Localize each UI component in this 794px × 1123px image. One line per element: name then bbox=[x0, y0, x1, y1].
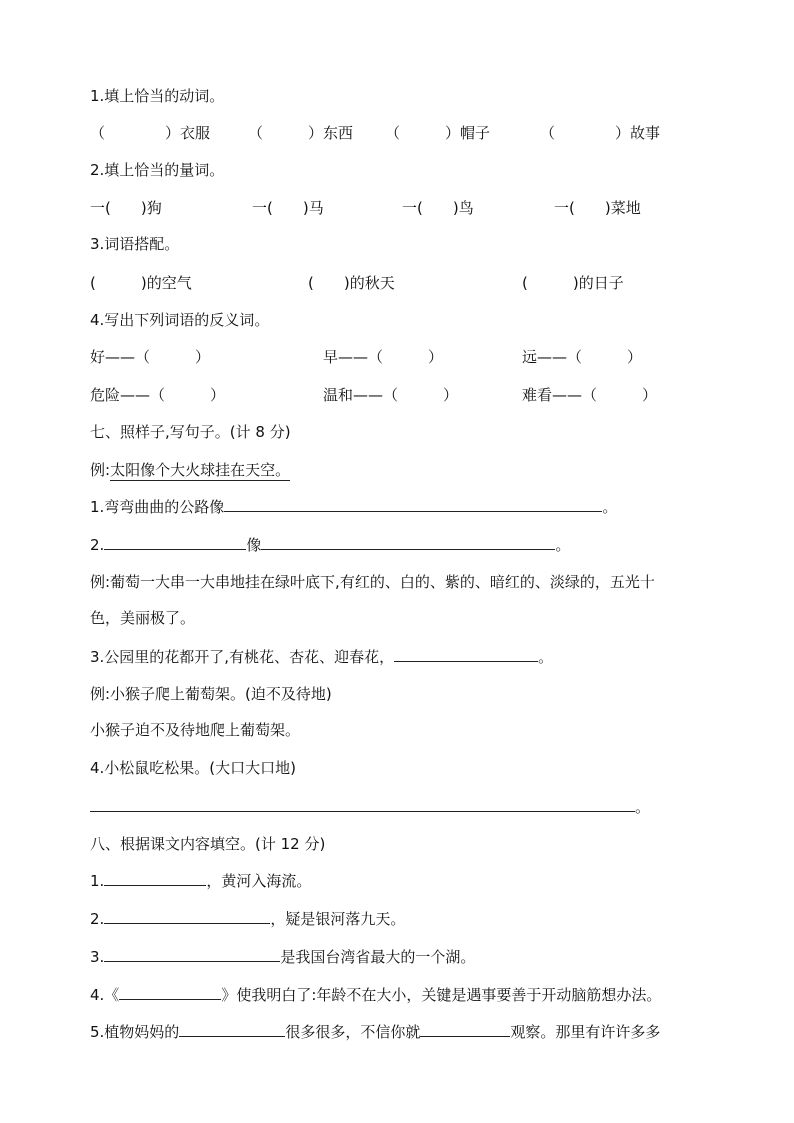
section4-title: 4.写出下列词语的反义词。 bbox=[90, 311, 270, 329]
end-mark: 。 bbox=[555, 536, 571, 554]
question-text: ，黄河入海流。 bbox=[206, 872, 312, 890]
question-text: ，疑是银河落九天。 bbox=[270, 910, 406, 928]
question-text: 很多很多，不信你就 bbox=[285, 1023, 421, 1041]
end-mark: 。 bbox=[538, 648, 554, 666]
blank-item[interactable]: ( )的日子 bbox=[522, 274, 624, 292]
question-8-5 bbox=[90, 1021, 660, 1042]
question-7-1 bbox=[90, 496, 617, 517]
section2-title: 2.填上恰当的量词。 bbox=[90, 161, 225, 179]
question-7-2 bbox=[90, 534, 570, 555]
blank-item[interactable]: ( )的秋天 bbox=[308, 274, 395, 292]
question-8-3 bbox=[90, 946, 475, 967]
antonym-item[interactable]: 远——（ ） bbox=[522, 348, 643, 366]
antonym-item[interactable]: 早——（ ） bbox=[323, 348, 444, 366]
antonym-item[interactable]: 难看——（ ） bbox=[522, 386, 658, 404]
question-7-4: 4.小松鼠吃松果。(大口大口地) bbox=[90, 759, 297, 777]
question-7-4-answer bbox=[90, 796, 650, 817]
question-number: 1. bbox=[90, 872, 105, 890]
answer-blank[interactable] bbox=[119, 984, 221, 1000]
example-sentence: 太阳像个大火球挂在天空。 bbox=[110, 461, 291, 479]
blank-item[interactable]: （ ）东西 bbox=[248, 124, 354, 142]
question-text: 3.公园里的花都开了,有桃花、杏花、迎春花， bbox=[90, 648, 395, 666]
antonym-item[interactable]: 温和——（ ） bbox=[323, 386, 459, 404]
example-2-line-1: 例:葡萄一大串一大串地挂在绿叶底下,有红的、白的、紫的、暗红的、淡绿的，五光十 bbox=[90, 573, 655, 591]
blank-item[interactable]: 一( )菜地 bbox=[554, 199, 641, 217]
answer-blank[interactable] bbox=[104, 534, 246, 550]
answer-blank[interactable] bbox=[224, 496, 602, 512]
section3-title: 3.词语搭配。 bbox=[90, 235, 180, 253]
answer-blank[interactable] bbox=[104, 908, 270, 924]
question-text: 1.弯弯曲曲的公路像 bbox=[90, 498, 225, 516]
answer-blank[interactable] bbox=[104, 946, 280, 962]
blank-item[interactable]: 一( )狗 bbox=[90, 199, 162, 217]
antonym-item[interactable]: 危险——（ ） bbox=[90, 386, 226, 404]
example-3-line-2: 小猴子迫不及待地爬上葡萄架。 bbox=[90, 721, 301, 739]
blank-item[interactable]: 一( )马 bbox=[252, 199, 324, 217]
question-text: 观察。那里有许许多多 bbox=[510, 1023, 661, 1041]
answer-blank[interactable] bbox=[90, 796, 635, 812]
section1-title: 1.填上恰当的动词。 bbox=[90, 87, 225, 105]
blank-item[interactable]: （ ）衣服 bbox=[90, 124, 211, 142]
section8-heading: 八、根据课文内容填空。(计 12 分) bbox=[90, 835, 326, 853]
question-text: 是我国台湾省最大的一个湖。 bbox=[280, 948, 476, 966]
blank-item[interactable]: 一( )鸟 bbox=[402, 199, 474, 217]
question-number: 3. bbox=[90, 948, 105, 966]
antonym-item[interactable]: 好——（ ） bbox=[90, 348, 211, 366]
blank-item[interactable]: ( )的空气 bbox=[90, 274, 192, 292]
example-prefix: 例: bbox=[90, 461, 111, 479]
end-mark: 。 bbox=[602, 498, 618, 516]
question-text: 像 bbox=[246, 536, 262, 554]
question-text: 》使我明白了:年龄不在大小，关键是遇事要善于开动脑筋想办法。 bbox=[221, 986, 662, 1004]
answer-blank[interactable] bbox=[261, 534, 555, 550]
example-2-line-2: 色，美丽极了。 bbox=[90, 609, 196, 627]
section7-heading: 七、照样子,写句子。(计 8 分) bbox=[90, 423, 291, 441]
question-number: 2. bbox=[90, 536, 105, 554]
example-3-line-1: 例:小猴子爬上葡萄架。(迫不及待地) bbox=[90, 685, 332, 703]
blank-item[interactable]: （ ）帽子 bbox=[385, 124, 491, 142]
answer-blank[interactable] bbox=[179, 1021, 285, 1037]
answer-blank[interactable] bbox=[420, 1021, 510, 1037]
question-7-3 bbox=[90, 646, 553, 667]
question-8-1 bbox=[90, 870, 311, 891]
example-1 bbox=[90, 460, 290, 480]
answer-blank[interactable] bbox=[104, 870, 206, 886]
question-number: 2. bbox=[90, 910, 105, 928]
question-number: 4.《 bbox=[90, 986, 120, 1004]
end-mark: 。 bbox=[635, 798, 651, 816]
question-8-4 bbox=[90, 984, 661, 1005]
question-text: 5.植物妈妈的 bbox=[90, 1023, 180, 1041]
question-8-2 bbox=[90, 908, 405, 929]
answer-blank[interactable] bbox=[394, 646, 538, 662]
blank-item[interactable]: （ ）故事 bbox=[540, 124, 661, 142]
